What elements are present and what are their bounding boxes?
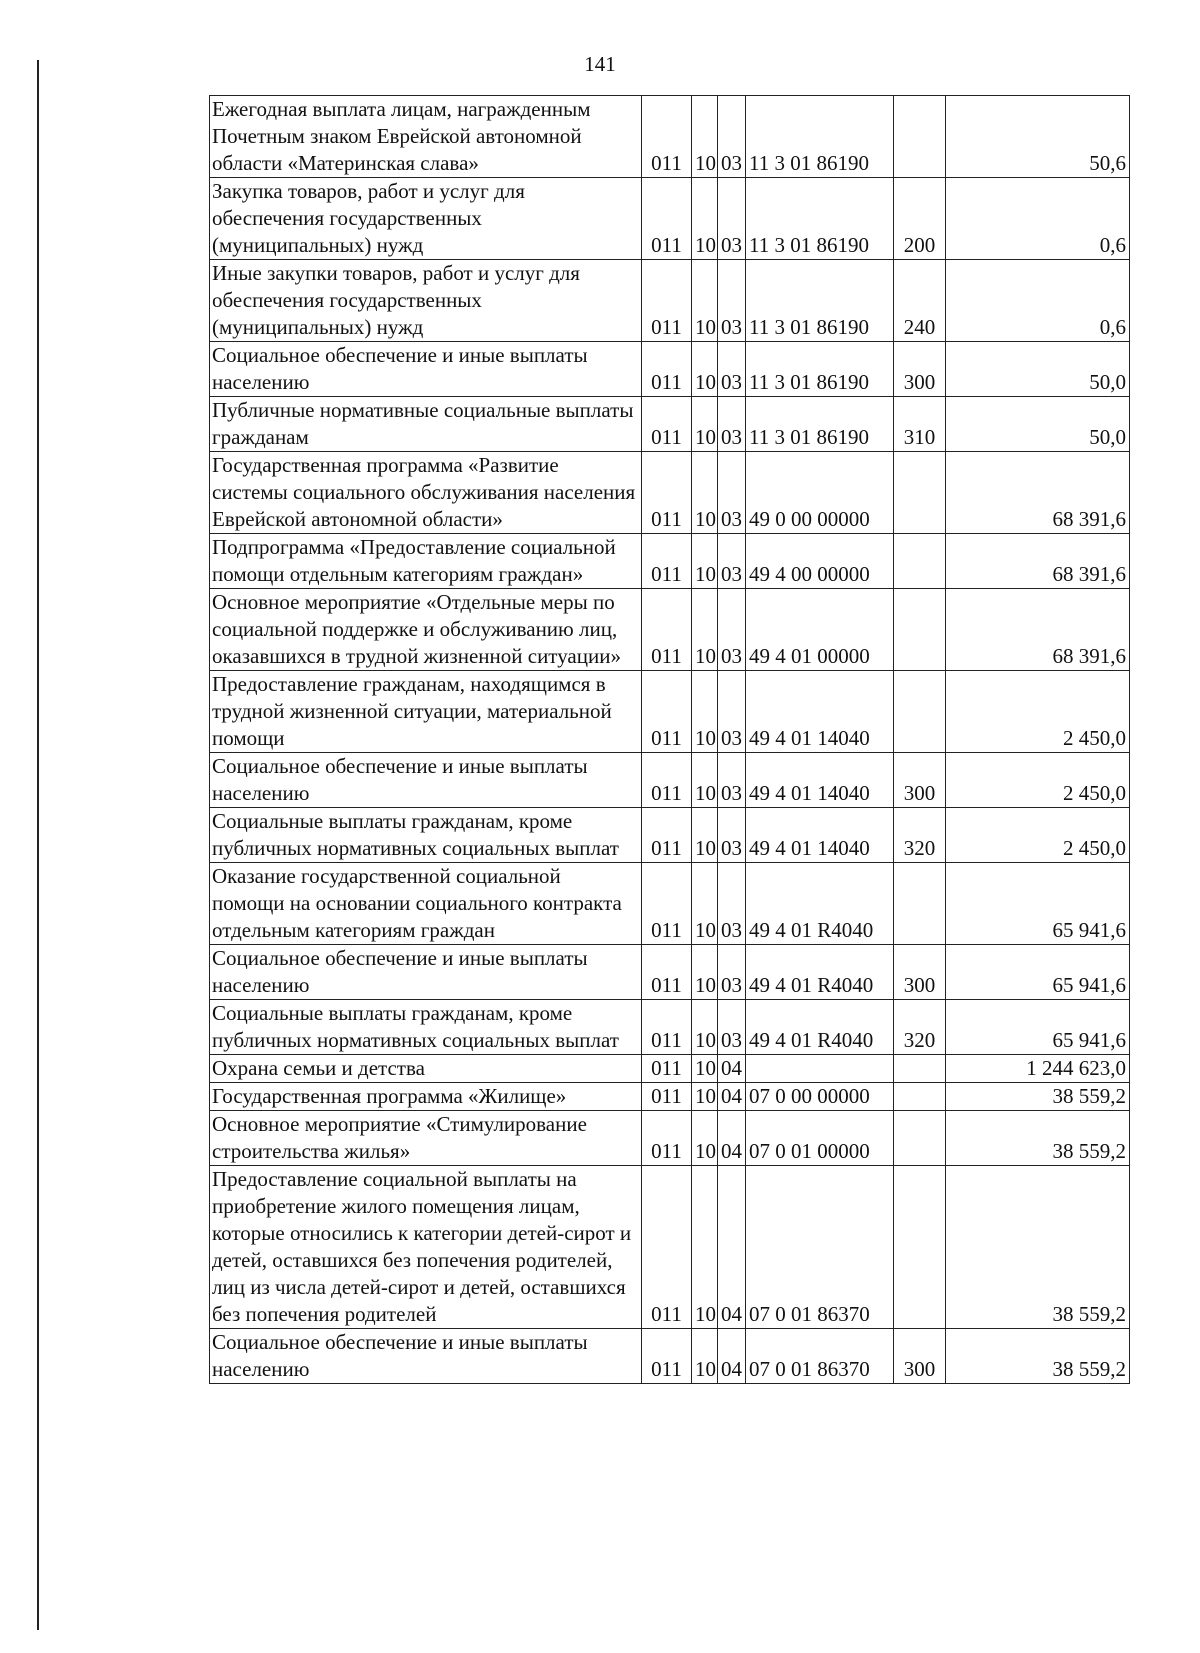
row-name: Социальное обеспечение и иные выплаты населению — [210, 342, 642, 397]
amount: 65 941,6 — [946, 945, 1130, 1000]
subsection-code: 03 — [718, 260, 746, 342]
amount: 38 559,2 — [946, 1166, 1130, 1329]
grbs-code: 011 — [642, 1111, 692, 1166]
amount: 38 559,2 — [946, 1329, 1130, 1384]
section-code: 10 — [692, 260, 718, 342]
row-name: Государственная программа «Развитие системы социального обслуживания населения Еврейской автономной области» — [210, 452, 642, 534]
grbs-code: 011 — [642, 671, 692, 753]
row-name: Предоставление гражданам, находящимся в трудной жизненной ситуации, материальной помощи — [210, 671, 642, 753]
grbs-code: 011 — [642, 1329, 692, 1384]
target-article-code: 49 4 01 R4040 — [746, 945, 894, 1000]
subsection-code: 03 — [718, 589, 746, 671]
row-name: Иные закупки товаров, работ и услуг для обеспечения государственных (муниципальных) нужд — [210, 260, 642, 342]
grbs-code: 011 — [642, 534, 692, 589]
grbs-code: 011 — [642, 397, 692, 452]
budget-table-body — [210, 96, 1130, 1384]
grbs-code: 011 — [642, 178, 692, 260]
subsection-code: 03 — [718, 1000, 746, 1055]
table-row — [210, 945, 1130, 1000]
target-article-code: 49 0 00 00000 — [746, 452, 894, 534]
grbs-code: 011 — [642, 1166, 692, 1329]
section-code: 10 — [692, 808, 718, 863]
row-name: Охрана семьи и детства — [210, 1055, 642, 1083]
grbs-code: 011 — [642, 808, 692, 863]
page-number: 141 — [584, 52, 616, 76]
amount: 1 244 623,0 — [946, 1055, 1130, 1083]
grbs-code: 011 — [642, 1000, 692, 1055]
grbs-code: 011 — [642, 863, 692, 945]
subsection-code: 04 — [718, 1083, 746, 1111]
grbs-code: 011 — [642, 1055, 692, 1083]
table-row — [210, 260, 1130, 342]
table-row — [210, 452, 1130, 534]
amount: 2 450,0 — [946, 753, 1130, 808]
table-row — [210, 1055, 1130, 1083]
expense-type-code — [894, 671, 946, 753]
subsection-code: 03 — [718, 452, 746, 534]
target-article-code: 49 4 01 R4040 — [746, 1000, 894, 1055]
target-article-code: 49 4 01 14040 — [746, 808, 894, 863]
expense-type-code — [894, 1055, 946, 1083]
grbs-code: 011 — [642, 342, 692, 397]
subsection-code: 03 — [718, 397, 746, 452]
grbs-code: 011 — [642, 945, 692, 1000]
target-article-code: 49 4 00 00000 — [746, 534, 894, 589]
section-code: 10 — [692, 1000, 718, 1055]
subsection-code: 03 — [718, 863, 746, 945]
row-name: Социальное обеспечение и иные выплаты населению — [210, 1329, 642, 1384]
expense-type-code — [894, 863, 946, 945]
target-article-code: 49 4 01 14040 — [746, 753, 894, 808]
section-code: 10 — [692, 452, 718, 534]
table-row — [210, 534, 1130, 589]
section-code: 10 — [692, 342, 718, 397]
amount: 2 450,0 — [946, 671, 1130, 753]
section-code: 10 — [692, 178, 718, 260]
section-code: 10 — [692, 589, 718, 671]
subsection-code: 04 — [718, 1329, 746, 1384]
table-row — [210, 863, 1130, 945]
subsection-code: 04 — [718, 1111, 746, 1166]
subsection-code: 04 — [718, 1166, 746, 1329]
subsection-code: 03 — [718, 534, 746, 589]
grbs-code: 011 — [642, 452, 692, 534]
subsection-code: 04 — [718, 1055, 746, 1083]
target-article-code: 49 4 01 00000 — [746, 589, 894, 671]
amount: 68 391,6 — [946, 452, 1130, 534]
target-article-code: 49 4 01 R4040 — [746, 863, 894, 945]
amount: 2 450,0 — [946, 808, 1130, 863]
expense-type-code — [894, 1083, 946, 1111]
table-row — [210, 589, 1130, 671]
row-name: Ежегодная выплата лицам, награжденным Почетным знаком Еврейской автономной области «Материнская слава» — [210, 96, 642, 178]
expense-type-code: 320 — [894, 1000, 946, 1055]
section-code: 10 — [692, 1055, 718, 1083]
row-name: Основное мероприятие «Отдельные меры по социальной поддержке и обслуживанию лиц, оказавшихся в трудной жизненной ситуации» — [210, 589, 642, 671]
row-name: Оказание государственной социальной помощи на основании социального контракта отдельным категориям граждан — [210, 863, 642, 945]
table-row — [210, 808, 1130, 863]
grbs-code: 011 — [642, 1083, 692, 1111]
amount: 38 559,2 — [946, 1083, 1130, 1111]
section-code: 10 — [692, 1111, 718, 1166]
amount: 38 559,2 — [946, 1111, 1130, 1166]
grbs-code: 011 — [642, 96, 692, 178]
subsection-code: 03 — [718, 178, 746, 260]
table-row — [210, 397, 1130, 452]
target-article-code: 07 0 01 00000 — [746, 1111, 894, 1166]
amount: 65 941,6 — [946, 1000, 1130, 1055]
amount: 50,0 — [946, 397, 1130, 452]
subsection-code: 03 — [718, 342, 746, 397]
row-name: Государственная программа «Жилище» — [210, 1083, 642, 1111]
table-row — [210, 178, 1130, 260]
section-code: 10 — [692, 1166, 718, 1329]
table-row — [210, 1083, 1130, 1111]
row-name: Социальное обеспечение и иные выплаты населению — [210, 945, 642, 1000]
expense-type-code — [894, 96, 946, 178]
section-code: 10 — [692, 534, 718, 589]
expense-type-code: 300 — [894, 753, 946, 808]
section-code: 10 — [692, 863, 718, 945]
amount: 65 941,6 — [946, 863, 1130, 945]
row-name: Социальные выплаты гражданам, кроме публичных нормативных социальных выплат — [210, 808, 642, 863]
section-code: 10 — [692, 96, 718, 178]
expense-type-code: 300 — [894, 342, 946, 397]
row-name: Подпрограмма «Предоставление социальной помощи отдельным категориям граждан» — [210, 534, 642, 589]
target-article-code — [746, 1055, 894, 1083]
target-article-code: 11 3 01 86190 — [746, 96, 894, 178]
target-article-code: 49 4 01 14040 — [746, 671, 894, 753]
row-name: Закупка товаров, работ и услуг для обеспечения государственных (муниципальных) нужд — [210, 178, 642, 260]
table-row — [210, 671, 1130, 753]
grbs-code: 011 — [642, 260, 692, 342]
amount: 0,6 — [946, 260, 1130, 342]
table-row — [210, 342, 1130, 397]
expense-type-code — [894, 534, 946, 589]
expense-type-code — [894, 1111, 946, 1166]
section-code: 10 — [692, 1329, 718, 1384]
subsection-code: 03 — [718, 96, 746, 178]
target-article-code: 07 0 01 86370 — [746, 1329, 894, 1384]
subsection-code: 03 — [718, 808, 746, 863]
expense-type-code — [894, 589, 946, 671]
target-article-code: 07 0 01 86370 — [746, 1166, 894, 1329]
amount: 50,0 — [946, 342, 1130, 397]
row-name: Основное мероприятие «Стимулирование строительства жилья» — [210, 1111, 642, 1166]
subsection-code: 03 — [718, 671, 746, 753]
table-row — [210, 1000, 1130, 1055]
amount: 68 391,6 — [946, 589, 1130, 671]
amount: 0,6 — [946, 178, 1130, 260]
target-article-code: 07 0 00 00000 — [746, 1083, 894, 1111]
row-name: Социальное обеспечение и иные выплаты населению — [210, 753, 642, 808]
expense-type-code: 320 — [894, 808, 946, 863]
target-article-code: 11 3 01 86190 — [746, 178, 894, 260]
section-code: 10 — [692, 753, 718, 808]
row-name: Предоставление социальной выплаты на приобретение жилого помещения лицам, которые относились к категории детей-сирот и детей, оставшихся без попечения родителей, лиц из числа детей-сирот и детей, оставшихся без попечения родителей — [210, 1166, 642, 1329]
grbs-code: 011 — [642, 753, 692, 808]
expense-type-code: 300 — [894, 945, 946, 1000]
expense-type-code — [894, 452, 946, 534]
section-code: 10 — [692, 397, 718, 452]
row-name: Социальные выплаты гражданам, кроме публичных нормативных социальных выплат — [210, 1000, 642, 1055]
section-code: 10 — [692, 945, 718, 1000]
target-article-code: 11 3 01 86190 — [746, 342, 894, 397]
amount: 50,6 — [946, 96, 1130, 178]
table-row — [210, 1329, 1130, 1384]
expense-type-code: 300 — [894, 1329, 946, 1384]
target-article-code: 11 3 01 86190 — [746, 260, 894, 342]
budget-table — [209, 95, 1130, 1384]
expense-type-code: 200 — [894, 178, 946, 260]
expense-type-code: 240 — [894, 260, 946, 342]
section-code: 10 — [692, 671, 718, 753]
grbs-code: 011 — [642, 589, 692, 671]
section-code: 10 — [692, 1083, 718, 1111]
amount: 68 391,6 — [946, 534, 1130, 589]
subsection-code: 03 — [718, 945, 746, 1000]
subsection-code: 03 — [718, 753, 746, 808]
table-row — [210, 1166, 1130, 1329]
expense-type-code — [894, 1166, 946, 1329]
expense-type-code: 310 — [894, 397, 946, 452]
row-name: Публичные нормативные социальные выплаты гражданам — [210, 397, 642, 452]
target-article-code: 11 3 01 86190 — [746, 397, 894, 452]
binding-line — [37, 60, 39, 1630]
table-row — [210, 753, 1130, 808]
table-row — [210, 1111, 1130, 1166]
table-row — [210, 96, 1130, 178]
